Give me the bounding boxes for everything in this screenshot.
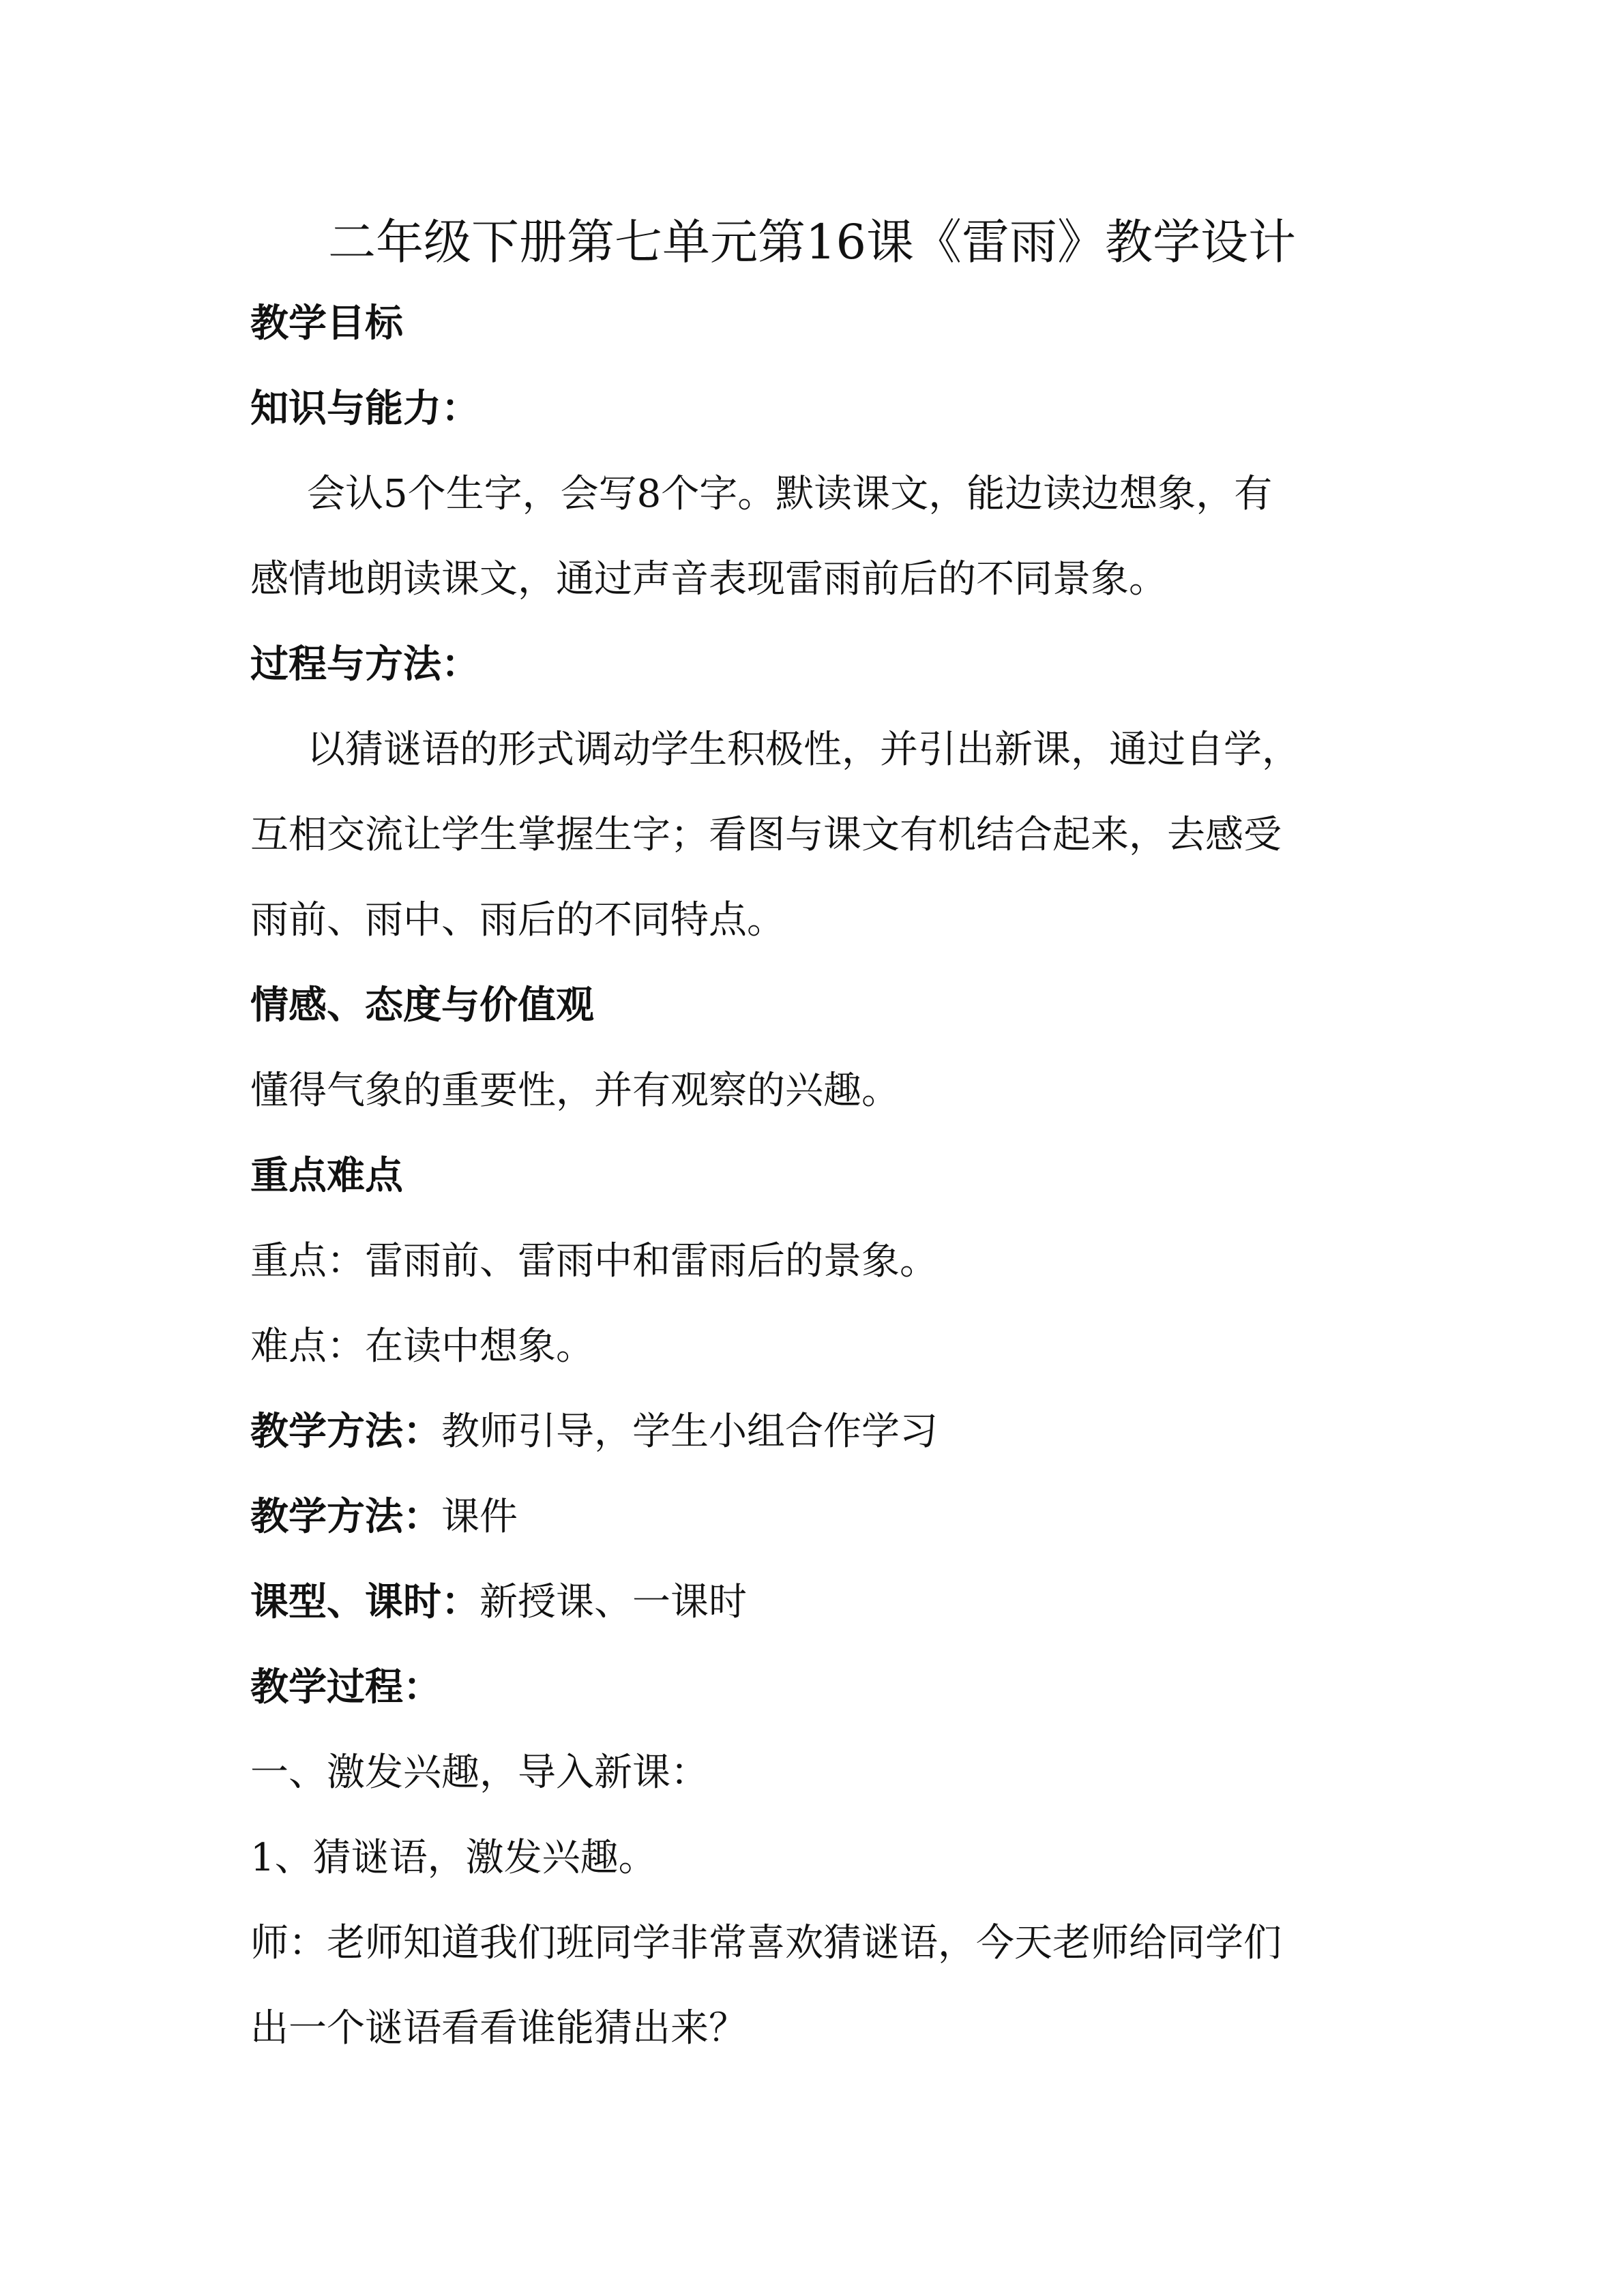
teaching-method-value: 教师引导，学生小组合作学习 [441, 1410, 938, 1454]
teaching-method-label: 教学方法： [250, 1410, 441, 1454]
process-paragraph-line-3: 雨前、雨中、雨后的不同特点。 [250, 898, 785, 942]
emotion-heading: 情感、态度与价值观 [250, 983, 594, 1028]
knowledge-heading: 知识与能力： [250, 387, 479, 431]
difficult-point-text: 难点：在读中想象。 [250, 1324, 594, 1369]
objectives-heading: 教学目标 [250, 301, 403, 346]
key-points-heading: 重点难点 [250, 1154, 403, 1198]
lesson-type-value: 新授课、一课时 [479, 1580, 747, 1624]
process-heading: 过程与方法： [250, 642, 479, 687]
lesson-type-row [250, 1572, 747, 1633]
teaching-tools-label: 教学方法： [250, 1495, 441, 1539]
knowledge-paragraph-line-2: 感情地朗读课文，通过声音表现雷雨前后的不同景象。 [250, 557, 1167, 601]
lesson-type-label: 课型、课时： [250, 1580, 479, 1624]
step-1-1-text: 1、猜谜语，激发兴趣。 [250, 1836, 657, 1880]
teaching-tools-row [250, 1487, 518, 1548]
teacher-speech-line-1: 师：老师知道我们班同学非常喜欢猜谜语，今天老师给同学们 [250, 1921, 1282, 1965]
teaching-process-heading: 教学过程： [250, 1665, 441, 1710]
emotion-paragraph: 懂得气象的重要性，并有观察的兴趣。 [250, 1069, 900, 1113]
process-paragraph-line-1: 以猜谜语的形式调动学生积极性，并引出新课，通过自学， [307, 728, 1300, 772]
key-point-text: 重点：雷雨前、雷雨中和雷雨后的景象。 [250, 1239, 938, 1283]
process-paragraph-line-2: 互相交流让学生掌握生字；看图与课文有机结合起来，去感受 [250, 813, 1282, 857]
knowledge-paragraph-line-1: 会认5个生字，会写8个字。默读课文，能边读边想象，有 [307, 472, 1273, 516]
step-1-heading: 一、激发兴趣，导入新课： [250, 1750, 709, 1795]
teacher-speech-line-2: 出一个谜语看看谁能猜出来？ [250, 2006, 747, 2051]
document-title: 二年级下册第七单元第16课《雷雨》教学设计 [327, 214, 1297, 270]
teaching-method-row [250, 1401, 938, 1463]
teaching-tools-value: 课件 [441, 1495, 518, 1539]
